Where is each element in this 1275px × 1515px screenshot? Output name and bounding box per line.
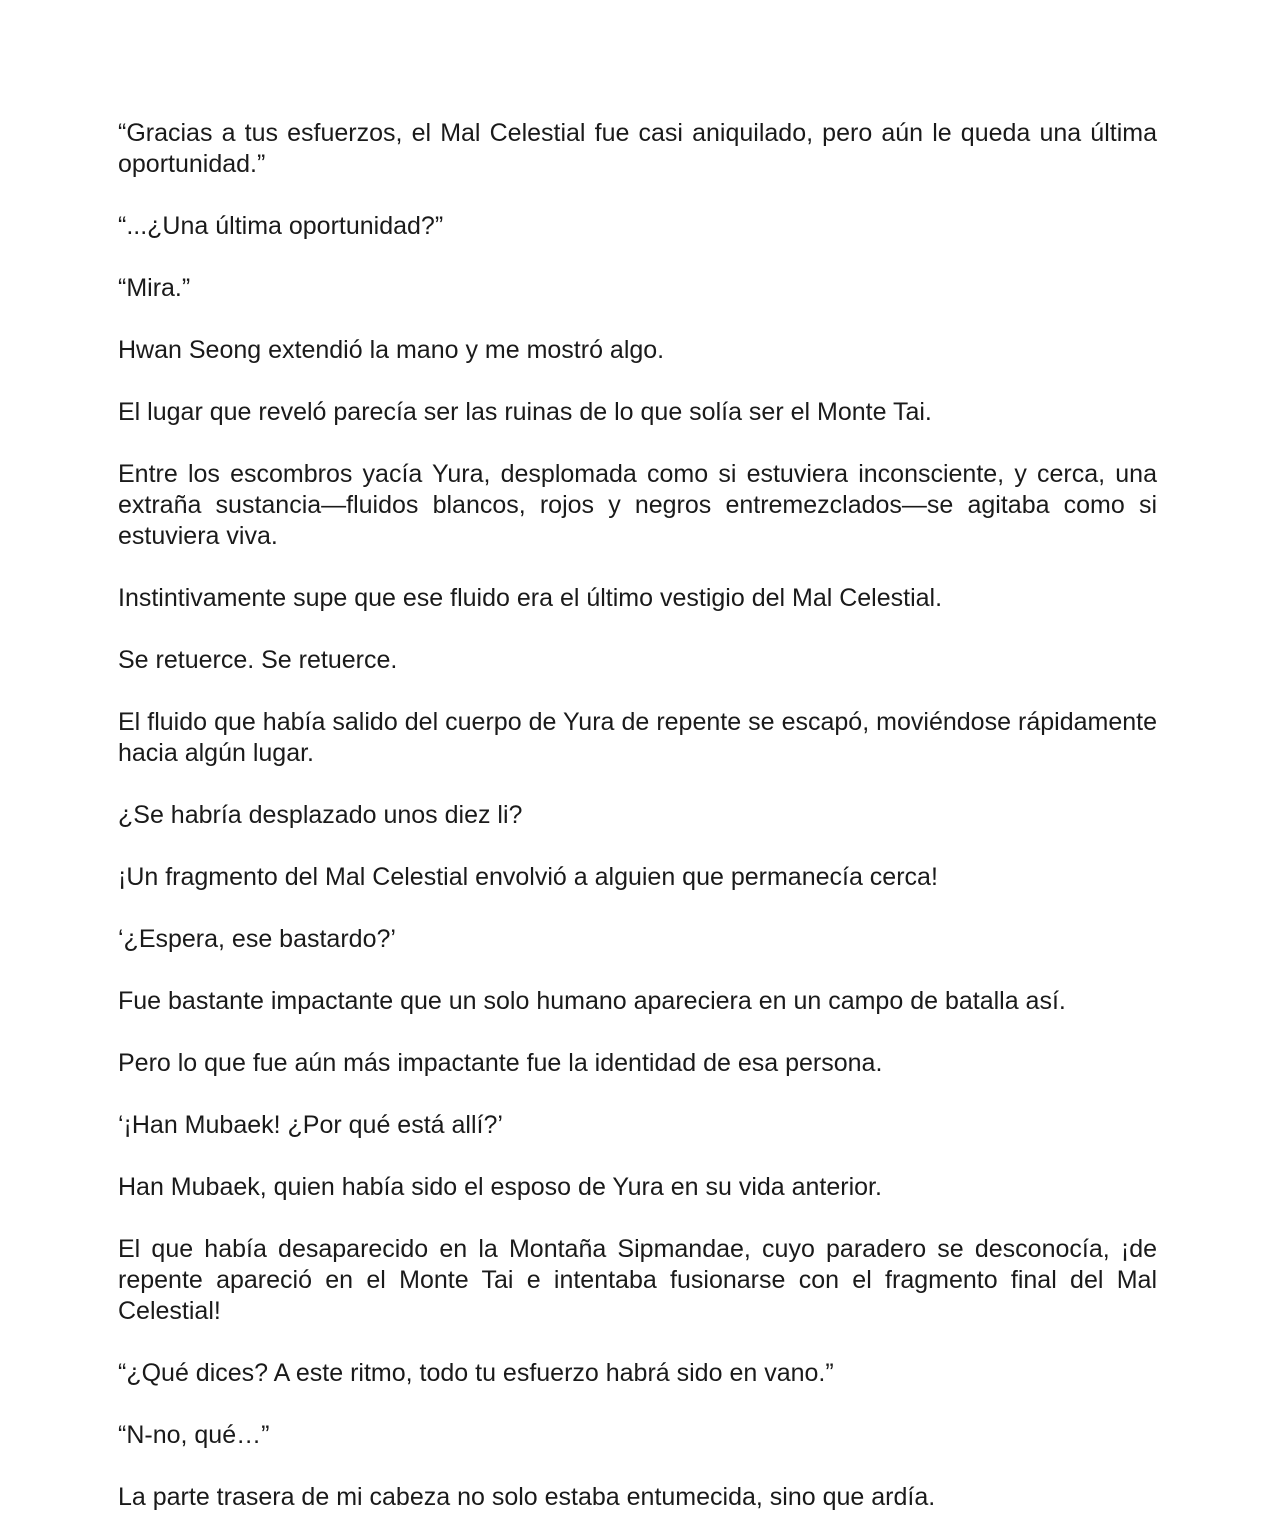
paragraph-9: El fluido que había salido del cuerpo de Yura de repente se escapó, moviéndose rápidamente hacia algún lugar.: [118, 708, 1157, 767]
paragraph-12: ‘¿Espera, ese bastardo?’: [118, 925, 396, 953]
paragraph-3: “Mira.”: [118, 274, 191, 302]
paragraph-2: “...¿Una última oportunidad?”: [118, 212, 444, 240]
paragraph-18: “¿Qué dices? A este ritmo, todo tu esfuerzo habrá sido en vano.”: [118, 1359, 834, 1387]
paragraph-16: Han Mubaek, quien había sido el esposo de Yura en su vida anterior.: [118, 1173, 882, 1201]
paragraph-10: ¿Se habría desplazado unos diez li?: [118, 801, 523, 829]
paragraph-7: Instintivamente supe que ese fluido era el último vestigio del Mal Celestial.: [118, 584, 943, 612]
paragraph-17: El que había desaparecido en la Montaña Sipmandae, cuyo paradero se desconocía, ¡de repente apareció en el Monte Tai e intentaba fusionarse con el fragmento final del Mal Celestial!: [118, 1235, 1157, 1325]
paragraph-8: Se retuerce. Se retuerce.: [118, 646, 398, 674]
paragraph-1: “Gracias a tus esfuerzos, el Mal Celestial fue casi aniquilado, pero aún le queda una última oportunidad.”: [118, 119, 1157, 178]
paragraph-6: Entre los escombros yacía Yura, desplomada como si estuviera inconsciente, y cerca, una extraña sustancia—fluidos blancos, rojos y negros entremezclados—se agitaba como si estuviera viva.: [118, 460, 1157, 550]
paragraph-20: La parte trasera de mi cabeza no solo estaba entumecida, sino que ardía.: [118, 1483, 936, 1511]
paragraph-13: Fue bastante impactante que un solo humano apareciera en un campo de batalla así.: [118, 987, 1066, 1015]
paragraph-19: “N-no, qué…”: [118, 1421, 270, 1449]
document-page: [118, 118, 1157, 1513]
paragraph-15: ‘¡Han Mubaek! ¿Por qué está allí?’: [118, 1111, 503, 1139]
paragraph-14: Pero lo que fue aún más impactante fue la identidad de esa persona.: [118, 1049, 883, 1077]
paragraph-11: ¡Un fragmento del Mal Celestial envolvió a alguien que permanecía cerca!: [118, 863, 938, 891]
paragraph-4: Hwan Seong extendió la mano y me mostró algo.: [118, 336, 665, 364]
paragraph-5: El lugar que reveló parecía ser las ruinas de lo que solía ser el Monte Tai.: [118, 398, 932, 426]
